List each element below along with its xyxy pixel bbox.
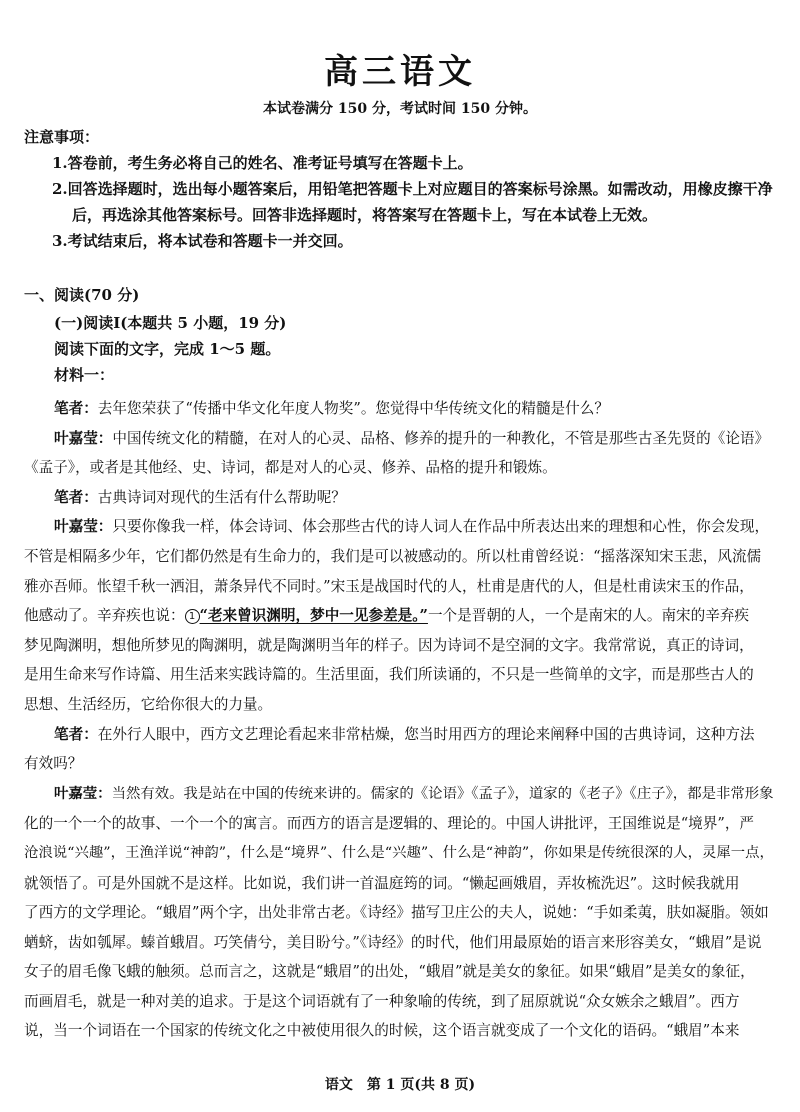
reading-intro xyxy=(24,310,780,388)
section-heading-block xyxy=(24,282,780,308)
page-title: 高三语文 xyxy=(324,52,476,92)
notice-item-2-continued: 后，再选涂其他答案标号。回答非选择题时，将答案写在答题卡上，写在本试卷上无效。 xyxy=(72,206,658,224)
section-title: 一、阅读(70 分) xyxy=(24,286,140,304)
question-1 xyxy=(24,394,780,424)
notice-item-3: 3.考试结束后，将本试卷和答题卡一并交回。 xyxy=(52,232,353,250)
speaker-label: 笔者： xyxy=(54,400,98,417)
material-label: 材料一： xyxy=(54,366,115,384)
paragraph-text: 古典诗词对现代的生活有什么帮助呢？ xyxy=(97,488,346,506)
underlined-quote: “老来曾识渊明，梦中一见参差是。” xyxy=(199,607,428,625)
question-2 xyxy=(24,483,780,513)
answer-3 xyxy=(24,779,780,810)
paragraph-text: 只要你像我一样，体会诗词、体会那些古代的诗人词人在作品中所表达出来的理想和心性，你会发现， xyxy=(112,518,770,536)
interview-text xyxy=(24,394,780,1046)
paragraph-text: 当然有效。我是站在中国的传统来讲的。儒家的《论语》《孟子》，道家的《老子》《庄子》，都是非常形象 xyxy=(111,785,774,802)
paragraph-text: 他感动了。辛弃疾也说： xyxy=(24,607,185,625)
answer-3-line-9: 说，当一个词语在一个国家的传统文化之中被使用很久的时候，这个语言就变成了一个文化的语码。“蛾眉”本来 xyxy=(24,1022,740,1040)
speaker-label: 叶嘉莹： xyxy=(54,518,113,536)
answer-2-line-4 xyxy=(24,601,780,631)
notice-list xyxy=(24,150,780,254)
answer-1-line-2: 《孟子》，或者是其他经、史、诗词，都是对人的心灵、修养、品格的提升和锻炼。 xyxy=(24,459,557,477)
paragraph-text: 中国传统文化的精髓，在对人的心灵、品格、修养的提升的一种教化，不管是那些古圣先贤的《论语》 xyxy=(112,429,770,447)
answer-2 xyxy=(24,512,780,542)
question-3 xyxy=(24,720,780,750)
notice-item-2: 2.回答选择题时，选出每小题答案后，用铅笔把答题卡上对应题目的答案标号涂黑。如需改动，用橡皮擦干净 xyxy=(52,180,773,198)
speaker-label: 笔者： xyxy=(54,725,98,743)
speaker-label: 叶嘉莹： xyxy=(54,429,113,447)
answer-3-line-3: 沧浪说“兴趣”，王渔洋说“神韵”，什么是“境界”、什么是“兴趣”、什么是“神韵”，你如果是传统很深的人，灵犀一点， xyxy=(24,844,774,861)
answer-2-line-5: 梦见陶渊明，想他所梦见的陶渊明，就是陶渊明当年的样子。因为诗词不是空洞的文字。我常常说，真正的诗词， xyxy=(24,636,754,654)
subsection-title: (一)阅读Ⅰ(本题共 5 小题，19 分) xyxy=(54,314,287,332)
answer-3-line-6: 蝤蛴，齿如瓠犀。螓首蛾眉。巧笑倩兮，美目盼兮。”《诗经》的时代，他们用最原始的语言来形容美女，“蛾眉”是说 xyxy=(24,933,762,951)
answer-3-line-5: 了西方的文学理论。“蛾眉”两个字，出处非常古老。《诗经》描写卫庄公的夫人，说她：“手如柔荑，肤如凝脂。领如 xyxy=(24,904,769,922)
answer-3-line-4: 就领悟了。可是外国就不是这样。比如说，我们讲一首温庭筠的词。“懒起画娥眉，弄妆梳洗迟”。这时候我就用 xyxy=(24,874,740,892)
notice-heading-block xyxy=(24,124,780,150)
answer-3-line-2: 化的一个一个的故事、一个一个的寓言。而西方的语言是逻辑的、理论的。中国人讲批评，王国维说是“境界”，严 xyxy=(24,815,755,833)
answer-2-line-6: 是用生命来写作诗篇、用生活来实践诗篇的。生活里面，我们所读诵的，不只是一些简单的文字，而是那些古人的 xyxy=(24,666,754,684)
speaker-label: 叶嘉莹： xyxy=(54,784,112,802)
notice-heading: 注意事项： xyxy=(24,128,100,146)
instruction-text: 阅读下面的文字，完成 1～5 题。 xyxy=(54,340,281,358)
paragraph-text: 一个是晋朝的人，一个是南宋的人。南宋的辛弃疾 xyxy=(427,607,750,625)
page-footer: 语文 第 1 页(共 8 页) xyxy=(324,1077,476,1093)
answer-3-line-8: 而画眉毛，就是一种对美的追求。于是这个词语就有了一种象喻的传统，到了屈原就说“众女嫉余之蛾眉”。西方 xyxy=(24,992,740,1010)
circled-number-marker: 1 xyxy=(185,609,200,624)
question-3-line-2: 有效吗？ xyxy=(24,755,83,773)
speaker-label: 笔者： xyxy=(54,488,98,506)
answer-2-line-7: 思想、生活经历，它给你很大的力量。 xyxy=(24,695,273,713)
exam-subtitle: 本试卷满分 150 分，考试时间 150 分钟。 xyxy=(263,101,537,117)
answer-1 xyxy=(24,424,780,454)
paragraph-text: 在外行人眼中，西方文艺理论看起来非常枯燥，您当时用西方的理论来阐释中国的古典诗词，这种方法 xyxy=(97,725,755,743)
answer-2-line-3: 雅亦吾师。怅望千秋一洒泪，萧条异代不同时。”宋玉是战国时代的人，杜甫是唐代的人，但是杜甫读宋玉的作品， xyxy=(24,577,754,595)
answer-2-line-2: 不管是相隔多少年，它们都仍然是有生命力的，我们是可以被感动的。所以杜甫曾经说：“摇落深知宋玉悲，风流儒 xyxy=(24,547,762,565)
paragraph-text: 去年您荣获了“传播中华文化年度人物奖”。您觉得中华传统文化的精髓是什么？ xyxy=(97,400,609,417)
notice-item-1: 1.答卷前，考生务必将自己的姓名、准考证号填写在答题卡上。 xyxy=(52,154,473,172)
answer-3-line-7: 女子的眉毛像飞蛾的触须。总而言之，这就是“蛾眉”的出处，“蛾眉”就是美女的象征。如果“蛾眉”是美女的象征， xyxy=(24,963,755,981)
